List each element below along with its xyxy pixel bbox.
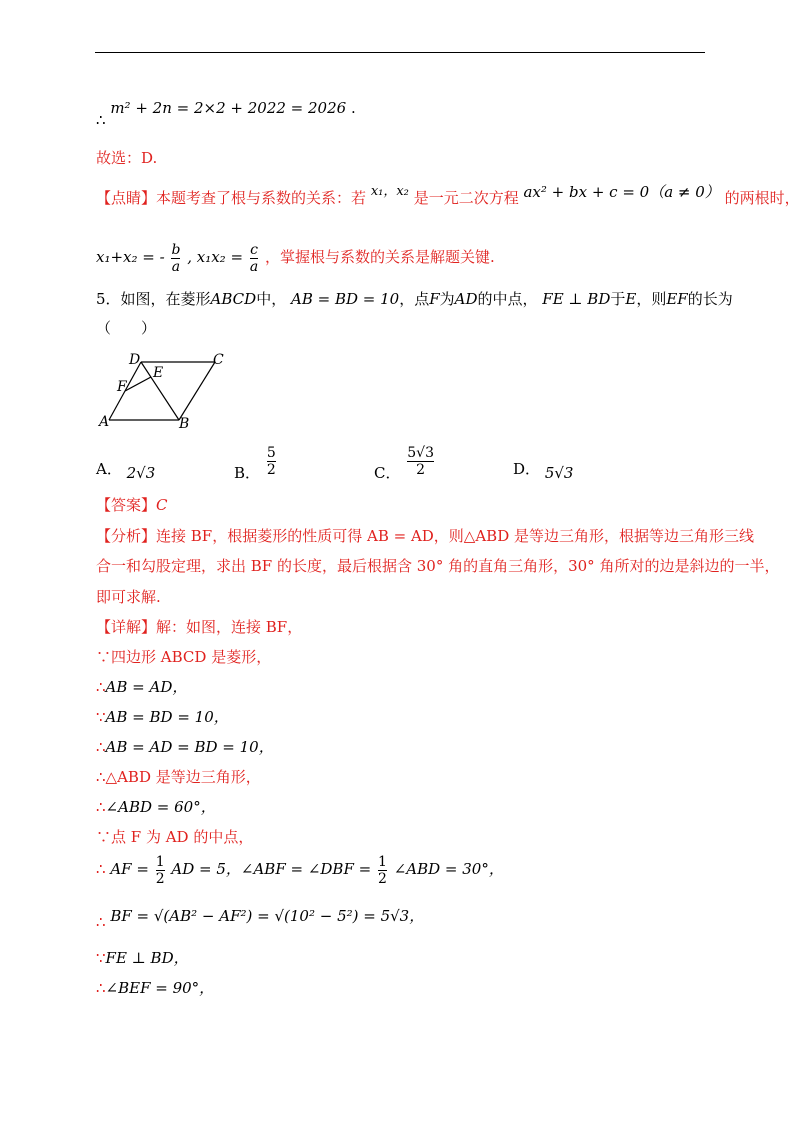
q5-in: 中， — [256, 290, 287, 308]
step-5 — [96, 767, 261, 787]
choice-c[interactable] — [374, 445, 436, 482]
choice-d-key: D． — [513, 460, 541, 478]
step-8 — [96, 852, 504, 887]
because-symbol: ∵ — [96, 949, 106, 967]
tips-text-b: 是一元二次方程 — [413, 189, 519, 207]
step-6 — [96, 797, 216, 817]
choice-a-key: A． — [96, 460, 122, 478]
therefore-symbol: ∴ — [96, 111, 106, 129]
answer-blank: （ ） — [96, 319, 157, 337]
tips-line-1 — [96, 183, 800, 210]
q5-rhombus: ABCD — [210, 290, 257, 308]
therefore-symbol: ∴ — [96, 798, 106, 816]
analysis-tag: 【分析】 — [96, 527, 157, 545]
step-9-text: BF = √(AB² − AF²) = √(10² − 5²) = 5√3， — [110, 907, 425, 925]
q5-ad: AD — [454, 290, 478, 308]
step-2-text: AB = AD， — [105, 678, 188, 696]
q5-perp: FE ⊥ BD — [542, 290, 611, 308]
frac-b-a — [171, 242, 180, 275]
step-4-text: AB = AD = BD = 10， — [105, 738, 274, 756]
tips-tag: 【点睛】 — [96, 189, 157, 207]
choice-b-fraction — [267, 445, 276, 478]
step-10 — [96, 948, 189, 968]
tips-tail: ，掌握根与系数的关系是解题关键. — [264, 248, 495, 266]
choose-d: 故选：D. — [96, 149, 158, 167]
analysis-text-1: 连接 BF，根据菱形的性质可得 AB = AD，则△ABD 是等边三角形，根据等边三角形三线 — [156, 527, 754, 545]
frac-den: a — [171, 258, 181, 275]
step-8-text-a: AF = — [110, 860, 149, 878]
expr-m2-2n: m² + 2n = 2×2 + 2022 = 2026 — [110, 99, 347, 117]
because-symbol: ∵ — [96, 828, 112, 846]
tips-equation: ax² + bx + c = 0（a ≠ 0） — [523, 183, 720, 201]
label-b: B — [179, 416, 190, 430]
tips-text-a: 本题考查了根与系数的关系：若 — [156, 189, 367, 207]
q5-text: 于 — [610, 290, 626, 308]
choice-d-value: 5√3 — [544, 464, 574, 482]
frac-den: 2 — [377, 870, 387, 887]
frac-num: 5 — [266, 445, 276, 461]
step-8-text-c: ∠ABD = 30°， — [393, 860, 504, 878]
step-5-text: △ABD 是等边三角形， — [105, 768, 261, 786]
detail-intro-text: 解：如图，连接 BF， — [156, 618, 303, 636]
therefore-symbol: ∴ — [96, 678, 106, 696]
analysis-line-1 — [96, 526, 754, 546]
header-rule — [95, 52, 705, 53]
therefore-symbol: ∴ — [96, 768, 106, 786]
label-e: E — [153, 365, 164, 381]
choice-c-fraction — [407, 445, 434, 478]
because-symbol: ∵ — [96, 648, 112, 666]
frac-den: 2 — [266, 462, 276, 478]
step-8-text-b: AD = 5，∠ABF = ∠DBF = — [171, 860, 372, 878]
step-2 — [96, 677, 187, 697]
choice-a-value: 2√3 — [126, 464, 156, 482]
period: . — [350, 99, 356, 117]
step-7 — [96, 827, 253, 847]
frac-num: b — [171, 241, 181, 258]
label-f: F — [117, 379, 127, 395]
choice-a[interactable] — [96, 458, 156, 482]
step-3-text: AB = BD = 10， — [105, 708, 229, 726]
line-m2-2n — [96, 98, 356, 129]
frac-den: a — [249, 258, 259, 275]
answer-value: C — [156, 496, 168, 514]
q5-condition: AB = BD = 10 — [290, 290, 400, 308]
analysis-line-2: 合一和勾股定理，求出 BF 的长度，最后根据含 30° 角的直角三角形，30° 角所对的边是斜边的一半， — [96, 557, 780, 575]
q5-text: 为 — [439, 290, 455, 308]
therefore-symbol: ∴ — [96, 738, 106, 756]
question-5 — [96, 289, 733, 309]
step-11-text: ∠BEF = 90°， — [105, 979, 215, 997]
q5-point-e: E — [625, 290, 637, 308]
analysis-line-3: 即可求解. — [96, 588, 161, 606]
step-7-text: 点 F 为 AD 的中点， — [111, 828, 254, 846]
step-6-text: ∠ABD = 60°， — [105, 798, 216, 816]
frac-num: 5√3 — [407, 445, 435, 461]
step-9 — [96, 906, 425, 931]
step-11 — [96, 978, 214, 998]
answer-line — [96, 495, 168, 515]
therefore-symbol: ∴ — [96, 913, 106, 931]
detail-tag: 【详解】 — [96, 618, 157, 636]
q5-text: ，点 — [399, 290, 430, 308]
vieta-sum: x₁+x₂ = - — [96, 248, 165, 266]
frac-num: 1 — [377, 853, 387, 870]
rhombus-figure — [95, 350, 245, 430]
choice-c-key: C． — [374, 463, 401, 482]
label-d: D — [129, 352, 141, 368]
tips-line-2 — [96, 240, 495, 275]
frac-half — [378, 854, 387, 887]
detail-intro — [96, 617, 302, 637]
step-1 — [96, 647, 271, 667]
tips-text-c: 的两根时， — [724, 189, 800, 207]
label-a: A — [99, 414, 110, 430]
q5-lead: 5．如图，在菱形 — [96, 290, 211, 308]
therefore-symbol: ∴ — [96, 979, 106, 997]
q5-text: 的长为 — [687, 290, 733, 308]
tips-roots: x₁，x₂ — [370, 184, 409, 199]
frac-den: 2 — [407, 461, 434, 478]
frac-num: 1 — [155, 853, 165, 870]
frac-half — [156, 854, 165, 887]
frac-den: 2 — [155, 870, 165, 887]
frac-c-a — [250, 242, 258, 275]
because-symbol: ∵ — [96, 708, 106, 726]
step-3 — [96, 707, 229, 727]
q5-text: 的中点， — [477, 290, 538, 308]
answer-tag: 【答案】 — [96, 496, 157, 514]
q5-ef: EF — [666, 290, 688, 308]
choice-b[interactable] — [234, 445, 278, 482]
vieta-prod: , x₁x₂ = — [187, 248, 244, 266]
choice-b-key: B． — [234, 463, 261, 482]
step-4 — [96, 737, 274, 757]
frac-num: c — [250, 241, 258, 258]
therefore-symbol: ∴ — [96, 860, 106, 878]
q5-point-f: F — [429, 290, 440, 308]
step-1-text: 四边形 ABCD 是菱形， — [111, 648, 272, 666]
choice-d[interactable] — [513, 458, 574, 482]
edge-cb — [179, 362, 215, 420]
label-c: C — [213, 352, 224, 368]
q5-text: ，则 — [636, 290, 667, 308]
step-10-text: FE ⊥ BD， — [105, 949, 189, 967]
